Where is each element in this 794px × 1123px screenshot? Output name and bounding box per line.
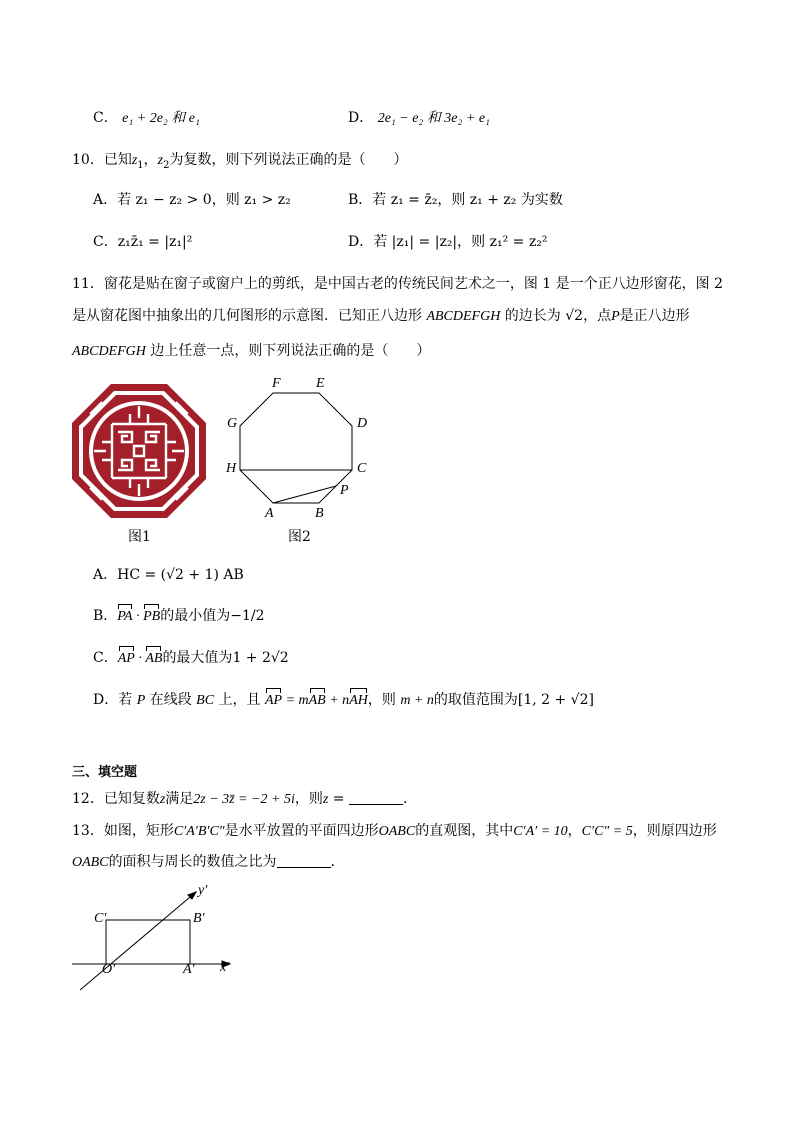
vertex-b: B [315, 506, 324, 521]
q11-option-a: A．HC = (√2 + 1) AB [93, 567, 244, 583]
q12-answer-blank[interactable] [349, 790, 403, 805]
vertex-a: A [265, 506, 274, 521]
q12-stem: 12．已知复数z满足2z − 3z̄ = −2 + 5i，则z = ． [72, 791, 417, 807]
q10-option-c: C．z₁z̄₁ = |z₁|² [93, 234, 193, 250]
q9-option-d-math: 2e₁ − e₂ 和 3e₂ + e₁ [377, 111, 490, 126]
label-o-prime: O′ [102, 962, 116, 977]
vertex-d: D [357, 416, 368, 431]
q11-stem-line2: 是从窗花图中抽象出的几何图形的示意图．已知正八边形 ABCDEFGH 的边长为 √2，点P是正八边形 [72, 308, 690, 324]
q13-answer-blank[interactable] [277, 853, 331, 868]
figure1-caption: 图1 [128, 529, 151, 545]
figure2-caption: 图2 [288, 529, 311, 545]
q11-option-c: C．AP · AB的最大值为1 + 2√2 [93, 648, 289, 669]
vertex-f: F [272, 376, 281, 391]
q9-option-d: D． 2e₁ − e₂ 和 3e₂ + e₁ [348, 110, 490, 126]
label-b-prime: B′ [193, 911, 205, 926]
octagon-diagram [222, 372, 382, 524]
label-x-axis: x′ [220, 960, 230, 975]
intuitive-diagram [72, 882, 242, 994]
q10-stem: 10．已知$z_1$，$z_2$为复数，则下列说法正确的是（ ） [72, 152, 408, 171]
q11-stem-line1: 11．窗花是贴在窗子或窗户上的剪纸，是中国古老的传统民间艺术之一，图 1 是一个正八边形窗花，图 2 [72, 276, 723, 292]
q13-stem-line1: 13．如图，矩形C′A′B′C″是水平放置的平面四边形OABC的直观图，其中C′A′ = 10，C′C″ = 5，则原四边形 [72, 823, 717, 839]
label-y-axis: y′ [198, 883, 208, 898]
vertex-e: E [316, 376, 325, 391]
vertex-c: C [357, 461, 367, 476]
q10-option-d: D．若 |z₁| = |z₂|，则 z₁² = z₂² [348, 234, 548, 250]
vertex-p: P [340, 483, 349, 498]
q9-option-c: C． e₁ + 2e₂ 和 e₁ [93, 110, 200, 126]
label-a-prime: A′ [183, 962, 195, 977]
section-title-fill-blank: 三、填空题 [72, 765, 138, 780]
q11-option-b-value: −1/2 [230, 608, 265, 624]
vertex-h: H [226, 461, 237, 476]
label-c-prime: C′ [94, 911, 107, 926]
q11-stem-line3: ABCDEFGH 边上任意一点，则下列说法正确的是（ ） [72, 343, 431, 359]
q11-option-d: D．若 P 在线段 BC 上，且 AP = mAB + nAH，则 m + n的取值范围为[1, 2 + √2] [93, 690, 594, 711]
vertex-g: G [227, 416, 238, 431]
q11-option-b: B．PA · PB的最小值为−1/2 [93, 606, 264, 627]
q9-option-c-math: e₁ + 2e₂ 和 e₁ [122, 111, 200, 126]
q10-option-b: B．若 z₁ = z̄₂，则 z₁ + z₂ 为实数 [348, 192, 563, 208]
q13-stem-line2: OABC的面积与周长的数值之比为 ． [72, 854, 345, 870]
window-flower-figure [72, 384, 206, 518]
q10-option-a: A．若 z₁ − z₂ > 0，则 z₁ > z₂ [93, 192, 291, 208]
